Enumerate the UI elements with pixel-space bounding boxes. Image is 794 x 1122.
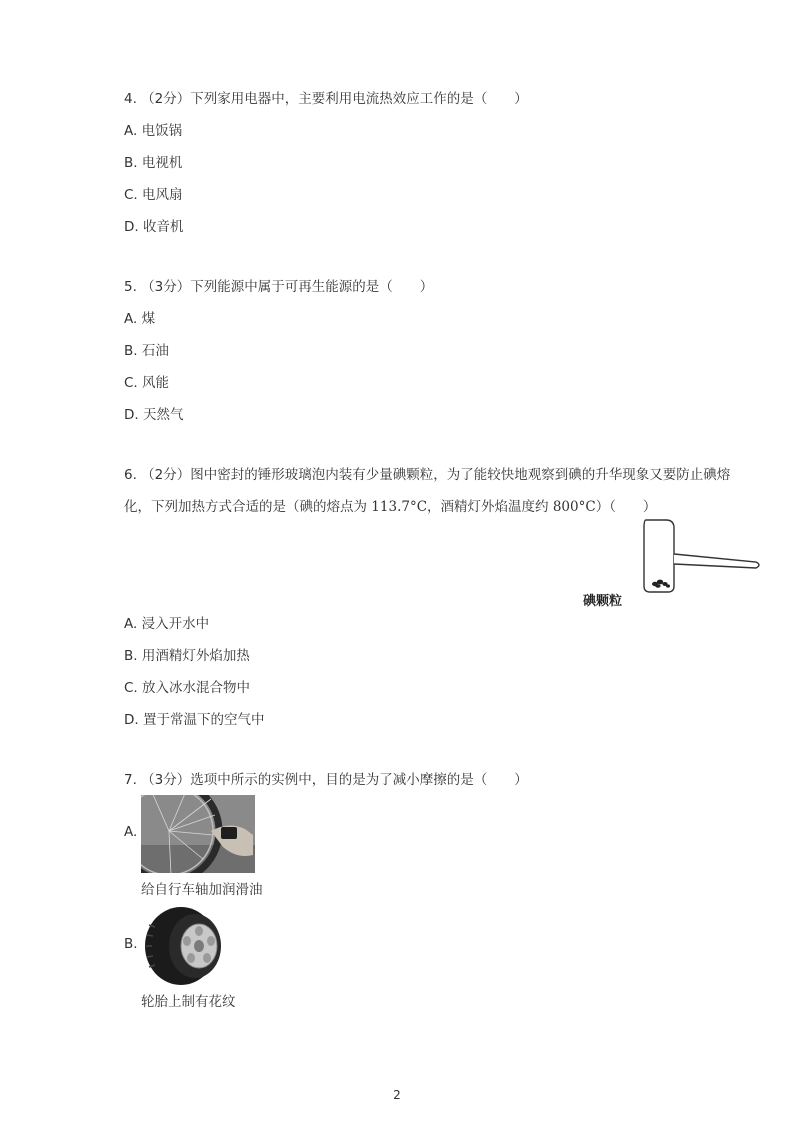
q6-stem-part-c: ）（ ）: [595, 499, 657, 515]
hammer-bulb-handle: [674, 554, 759, 568]
bicycle-wheel-image: [141, 795, 255, 873]
tire-image: [141, 905, 227, 987]
q4-option-d: D. 收音机: [124, 219, 184, 235]
page-number: 2: [393, 1088, 401, 1102]
q6-stem-part-a: 化，下列加热方式合适的是（碘的熔点为: [124, 499, 372, 515]
q6-option-b: B. 用酒精灯外焰加热: [124, 648, 250, 664]
iodine-bulb-figure: [636, 516, 766, 598]
q7-stem: 7. （3分）选项中所示的实例中，目的是为了减小摩擦的是（ ）: [124, 772, 528, 788]
q7-option-b-letter: B.: [124, 936, 138, 952]
q5-option-b: B. 石油: [124, 343, 169, 359]
q6-option-d: D. 置于常温下的空气中: [124, 712, 265, 728]
q6-option-c: C. 放入冰水混合物中: [124, 680, 251, 696]
q5-option-c: C. 风能: [124, 375, 170, 391]
melting-point-value: 113.7°C: [371, 499, 428, 515]
q6-stem-line2: [124, 498, 656, 516]
q4-option-c: C. 电风扇: [124, 187, 183, 203]
q6-stem-part-b: ，酒精灯外焰温度约: [427, 499, 553, 515]
flame-temp-value: 800°C: [552, 499, 596, 515]
q5-stem: 5. （3分）下列能源中属于可再生能源的是（ ）: [124, 279, 434, 295]
q5-option-a: A. 煤: [124, 311, 156, 327]
bicycle-lubrication-photo: [141, 795, 255, 873]
q6-stem-line1: 6. （2分）图中密封的锤形玻璃泡内装有少量碘颗粒，为了能较快地观察到碘的升华现象又要防止碘熔: [124, 467, 731, 483]
q7-option-b-caption: 轮胎上制有花纹: [141, 994, 236, 1010]
iodine-grain-label: 碘颗粒: [583, 594, 623, 609]
q4-stem: 4. （2分）下列家用电器中，主要利用电流热效应工作的是（ ）: [124, 91, 528, 107]
q4-option-a: A. 电饭锅: [124, 123, 183, 139]
q7-option-a-caption: 给自行车轴加润滑油: [141, 882, 263, 898]
q4-option-b: B. 电视机: [124, 155, 183, 171]
q5-option-d: D. 天然气: [124, 407, 184, 423]
tire-photo: [141, 905, 227, 987]
q6-option-a: A. 浸入开水中: [124, 616, 210, 632]
q7-option-a-letter: A.: [124, 824, 138, 840]
